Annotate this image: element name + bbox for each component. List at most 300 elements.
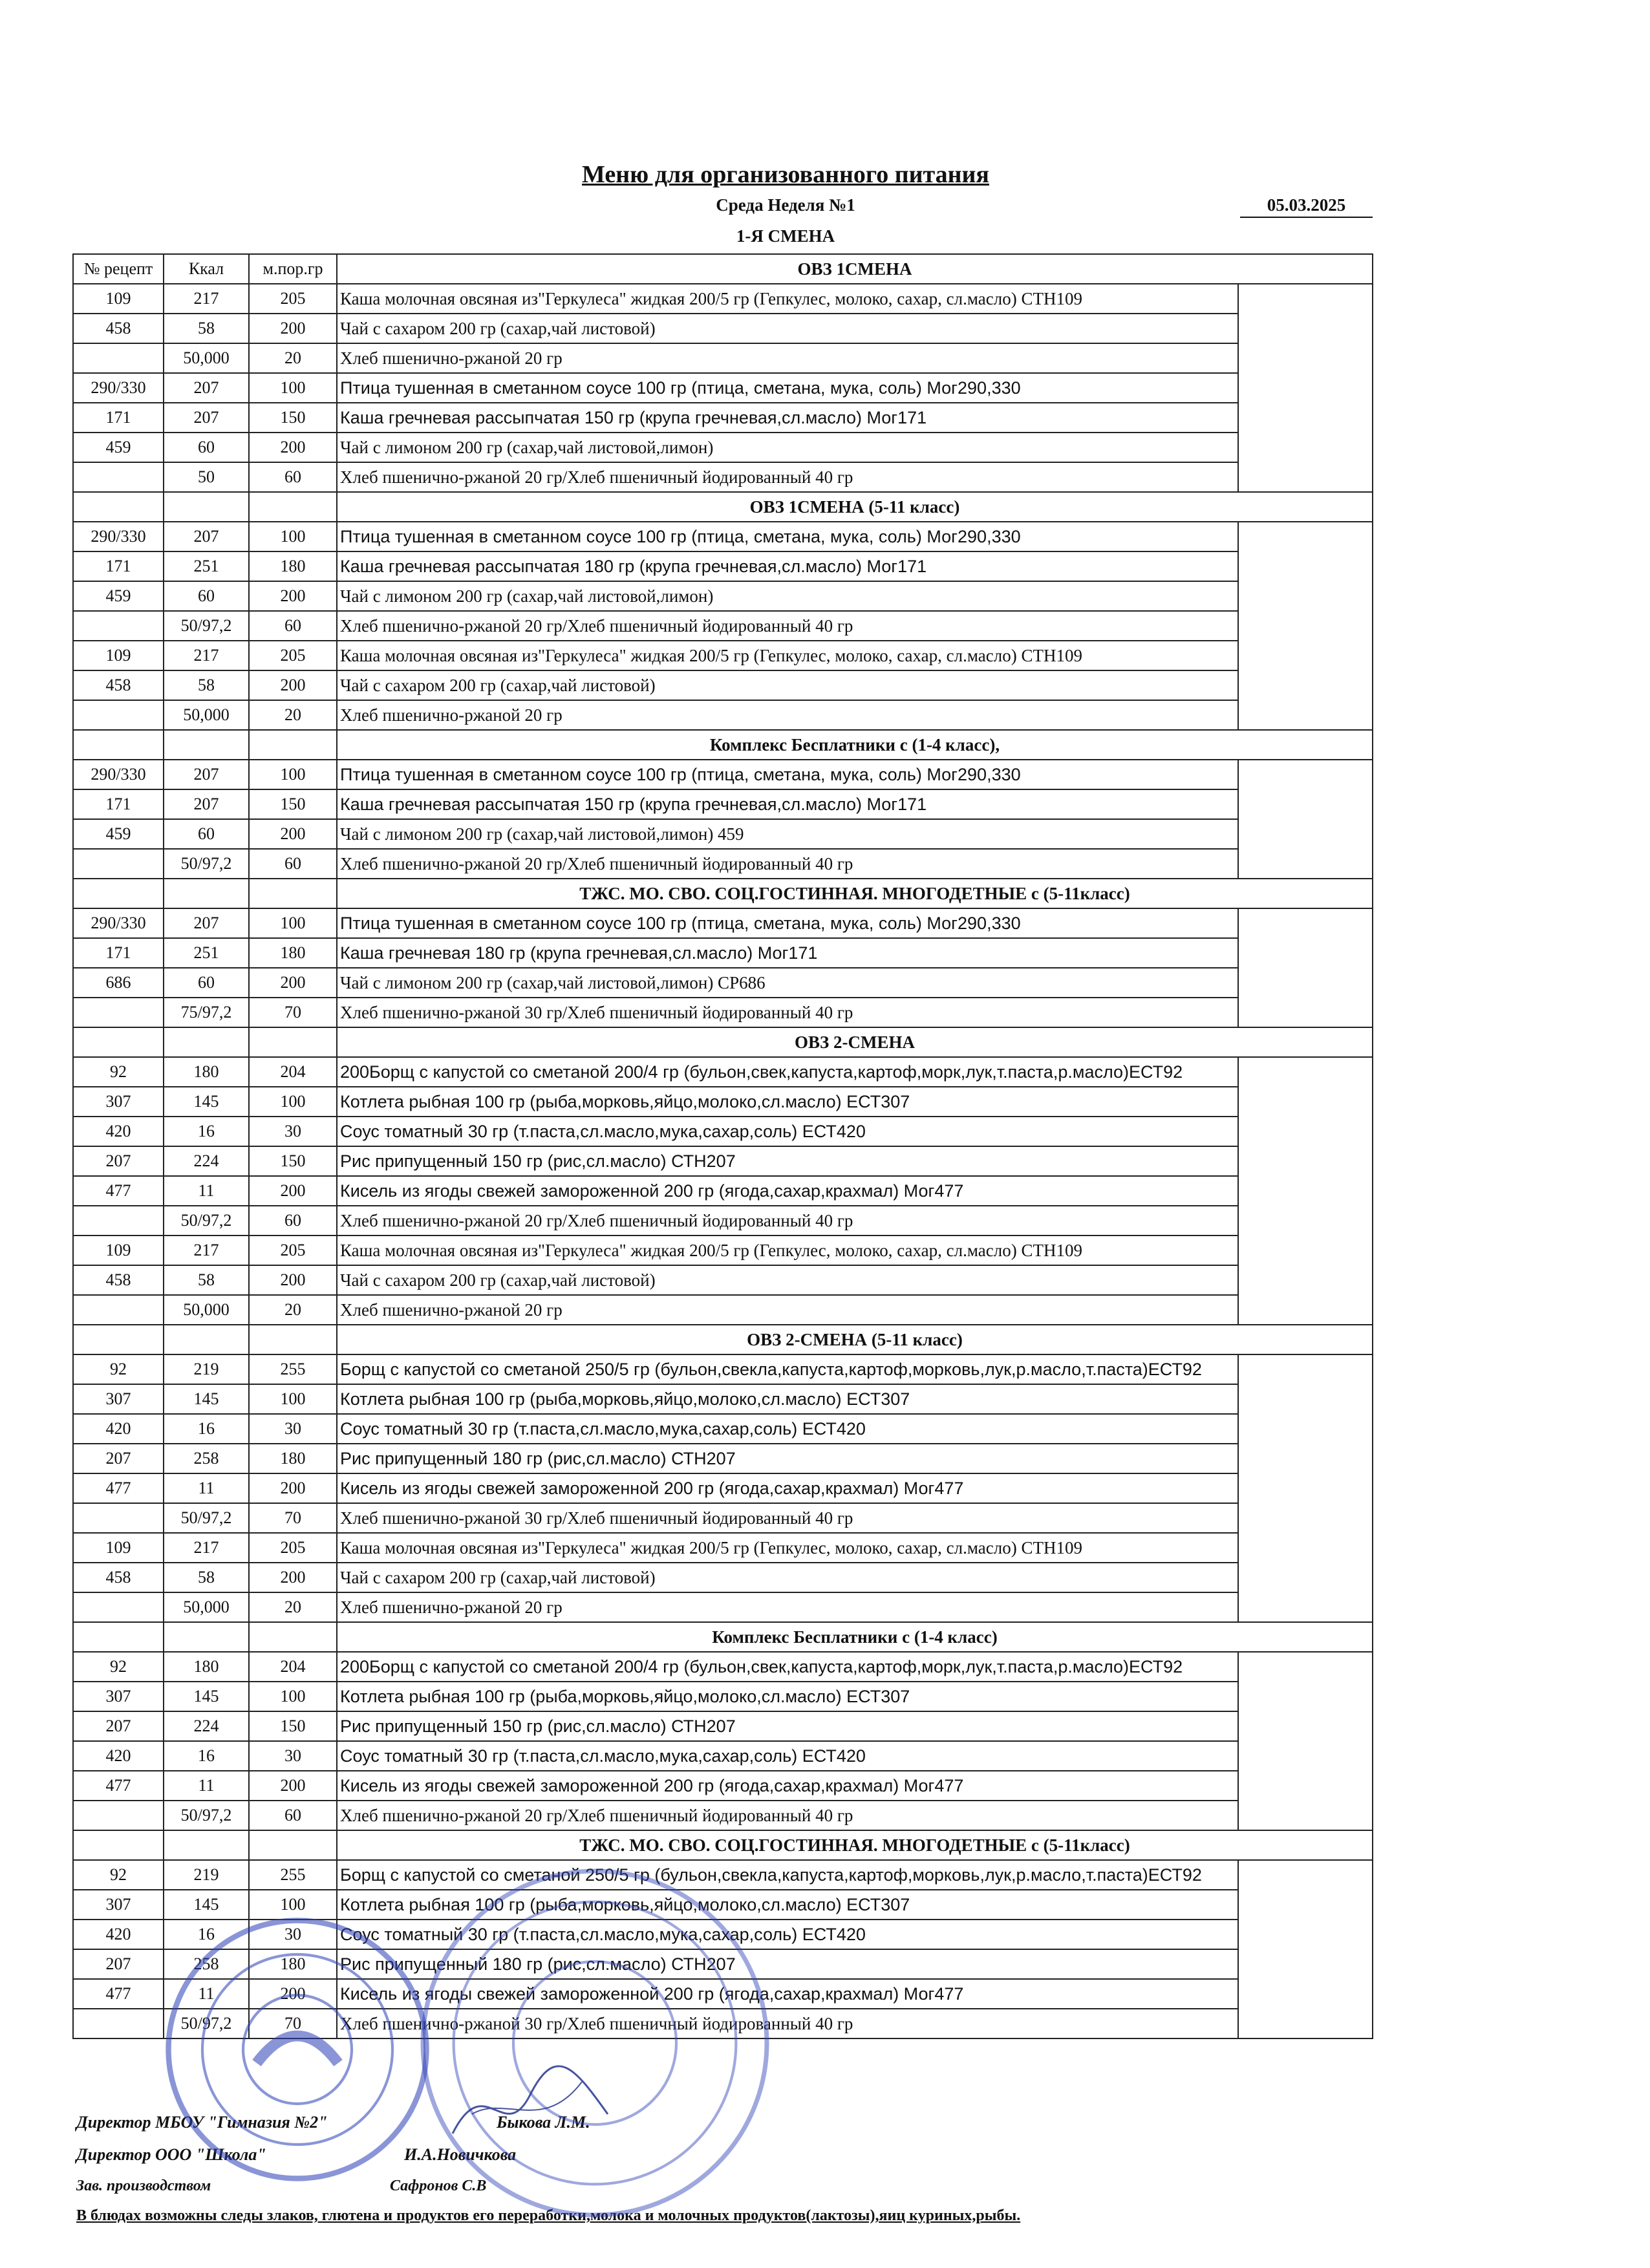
table-row xyxy=(73,1444,1373,1473)
dish-cell: Хлеб пшенично-ржаной 30 гр/Хлеб пшеничный йодированный 40 гр xyxy=(337,998,1238,1027)
school-stamp xyxy=(414,1862,776,2224)
recipe-cell xyxy=(73,1206,164,1236)
portion-cell: 204 xyxy=(249,1652,337,1682)
notes-cell xyxy=(1238,1592,1373,1622)
dish-cell: Кисель из ягоды свежей замороженной 200 гр (ягода,сахар,крахмал) Мог477 xyxy=(337,1473,1238,1503)
recipe-cell: 307 xyxy=(73,1890,164,1920)
empty-cell xyxy=(73,1027,164,1057)
dish-cell: Котлета рыбная 100 гр (рыба,морковь,яйцо,молоко,сл.масло) ЕСТ307 xyxy=(337,1384,1238,1414)
kcal-cell: 50,000 xyxy=(164,700,249,730)
portion-cell: 200 xyxy=(249,819,337,849)
table-row xyxy=(73,1592,1373,1622)
portion-cell: 20 xyxy=(249,343,337,373)
dish-cell: Кисель из ягоды свежей замороженной 200 гр (ягода,сахар,крахмал) Мог477 xyxy=(337,1771,1238,1801)
dish-cell: Хлеб пшенично-ржаной 20 гр/Хлеб пшеничный йодированный 40 гр xyxy=(337,611,1238,641)
recipe-cell xyxy=(73,849,164,879)
dish-cell: Каша гречневая рассыпчатая 150 гр (крупа гречневая,сл.масло) Мог171 xyxy=(337,403,1238,433)
notes-cell xyxy=(1238,581,1373,611)
portion-cell: 70 xyxy=(249,2009,337,2038)
portion-cell: 200 xyxy=(249,1771,337,1801)
dish-cell: Чай с лимоном 200 гр (сахар,чай листовой,лимон) СР686 xyxy=(337,968,1238,998)
signature-name: И.А.Новичкова xyxy=(404,2145,517,2164)
kcal-cell: 16 xyxy=(164,1741,249,1771)
portion-cell: 100 xyxy=(249,373,337,403)
portion-cell: 200 xyxy=(249,581,337,611)
kcal-cell: 258 xyxy=(164,1444,249,1473)
dish-cell: Рис припущенный 180 гр (рис,сл.масло) СТН207 xyxy=(337,1444,1238,1473)
portion-cell: 100 xyxy=(249,908,337,938)
table-row xyxy=(73,998,1373,1027)
recipe-cell xyxy=(73,2009,164,2038)
notes-cell xyxy=(1238,1860,1373,1890)
notes-cell xyxy=(1238,1473,1373,1503)
recipe-cell: 477 xyxy=(73,1473,164,1503)
notes-cell xyxy=(1238,373,1373,403)
kcal-cell: 11 xyxy=(164,1771,249,1801)
notes-cell xyxy=(1238,462,1373,492)
table-row xyxy=(73,1563,1373,1592)
table-row xyxy=(73,1236,1373,1265)
dish-cell: Птица тушенная в сметанном соусе 100 гр (птица, сметана, мука, соль) Мог290,330 xyxy=(337,522,1238,551)
recipe-cell: 171 xyxy=(73,938,164,968)
kcal-cell: 217 xyxy=(164,1533,249,1563)
dish-cell: Кисель из ягоды свежей замороженной 200 гр (ягода,сахар,крахмал) Мог477 xyxy=(337,1979,1238,2009)
recipe-cell: 458 xyxy=(73,1265,164,1295)
shift-label: 1-Я СМЕНА xyxy=(736,226,835,246)
company-stamp xyxy=(162,1914,433,2185)
table-row xyxy=(73,581,1373,611)
notes-cell xyxy=(1238,1117,1373,1146)
portion-cell: 100 xyxy=(249,1890,337,1920)
dish-cell: Хлеб пшенично-ржаной 20 гр xyxy=(337,1592,1238,1622)
table-row xyxy=(73,433,1373,462)
empty-cell xyxy=(249,879,337,908)
empty-cell xyxy=(164,730,249,760)
notes-cell xyxy=(1238,1533,1373,1563)
dish-cell: Каша молочная овсяная из"Геркулеса" жидкая 200/5 гр (Гепкулес, молоко, сахар, сл.масло) СТН109 xyxy=(337,1236,1238,1265)
dish-cell: Каша гречневая 180 гр (крупа гречневая,сл.масло) Мог171 xyxy=(337,938,1238,968)
dish-cell: Соус томатный 30 гр (т.паста,сл.масло,мука,сахар,соль) ЕСТ420 xyxy=(337,1741,1238,1771)
portion-cell: 30 xyxy=(249,1741,337,1771)
menu-date: 05.03.2025 xyxy=(1240,195,1373,218)
portion-cell: 150 xyxy=(249,1146,337,1176)
kcal-cell: 224 xyxy=(164,1146,249,1176)
portion-cell: 205 xyxy=(249,1236,337,1265)
notes-cell xyxy=(1238,343,1373,373)
portion-cell: 30 xyxy=(249,1920,337,1949)
notes-cell xyxy=(1238,403,1373,433)
section-row xyxy=(73,1830,1373,1860)
table-row xyxy=(73,314,1373,343)
recipe-cell: 92 xyxy=(73,1860,164,1890)
portion-cell: 180 xyxy=(249,1949,337,1979)
portion-cell: 200 xyxy=(249,1563,337,1592)
table-row xyxy=(73,1384,1373,1414)
table-row xyxy=(73,849,1373,879)
notes-cell xyxy=(1238,1711,1373,1741)
recipe-cell: 109 xyxy=(73,284,164,314)
kcal-cell: 217 xyxy=(164,641,249,670)
portion-cell: 204 xyxy=(249,1057,337,1087)
table-row xyxy=(73,760,1373,789)
kcal-cell: 58 xyxy=(164,1265,249,1295)
dish-cell: Рис припущенный 150 гр (рис,сл.масло) СТН207 xyxy=(337,1146,1238,1176)
notes-cell xyxy=(1238,1652,1373,1682)
portion-cell: 180 xyxy=(249,551,337,581)
section-header: ОВЗ 2-СМЕНА (5-11 класс) xyxy=(337,1325,1373,1354)
table-row xyxy=(73,373,1373,403)
empty-cell xyxy=(164,492,249,522)
notes-cell xyxy=(1238,1563,1373,1592)
table-row xyxy=(73,1146,1373,1176)
recipe-cell: 171 xyxy=(73,789,164,819)
recipe-cell xyxy=(73,998,164,1027)
kcal-cell: 75/97,2 xyxy=(164,998,249,1027)
dish-cell: Хлеб пшенично-ржаной 20 гр xyxy=(337,1295,1238,1325)
table-row xyxy=(73,789,1373,819)
col-header-portion: м.пор.гр xyxy=(249,254,337,284)
recipe-cell: 92 xyxy=(73,1354,164,1384)
recipe-cell: 477 xyxy=(73,1176,164,1206)
table-row xyxy=(73,1711,1373,1741)
recipe-cell: 477 xyxy=(73,1771,164,1801)
kcal-cell: 60 xyxy=(164,433,249,462)
empty-cell xyxy=(164,879,249,908)
table-row xyxy=(73,1652,1373,1682)
section-header: ОВЗ 1СМЕНА xyxy=(337,254,1373,284)
recipe-cell: 307 xyxy=(73,1384,164,1414)
dish-cell: Птица тушенная в сметанном соусе 100 гр (птица, сметана, мука, соль) Мог290,330 xyxy=(337,908,1238,938)
dish-cell: Соус томатный 30 гр (т.паста,сл.масло,мука,сахар,соль) ЕСТ420 xyxy=(337,1117,1238,1146)
table-row xyxy=(73,522,1373,551)
recipe-cell: 109 xyxy=(73,1236,164,1265)
kcal-cell: 58 xyxy=(164,314,249,343)
recipe-cell: 458 xyxy=(73,314,164,343)
recipe-cell: 458 xyxy=(73,1563,164,1592)
section-row xyxy=(73,1325,1373,1354)
portion-cell: 200 xyxy=(249,968,337,998)
dish-cell: Каша молочная овсяная из"Геркулеса" жидкая 200/5 гр (Гепкулес, молоко, сахар, сл.масло) СТН109 xyxy=(337,1533,1238,1563)
empty-cell xyxy=(73,730,164,760)
notes-cell xyxy=(1238,284,1373,314)
notes-cell xyxy=(1238,968,1373,998)
dish-cell: Борщ с капустой со сметаной 250/5 гр (бульон,свекла,капуста,картоф,морковь,лук,р.масло,т.паста)ЕСТ92 xyxy=(337,1860,1238,1890)
recipe-cell: 207 xyxy=(73,1444,164,1473)
dish-cell: Котлета рыбная 100 гр (рыба,морковь,яйцо,молоко,сл.масло) ЕСТ307 xyxy=(337,1890,1238,1920)
dish-cell: Хлеб пшенично-ржаной 20 гр/Хлеб пшеничный йодированный 40 гр xyxy=(337,462,1238,492)
kcal-cell: 60 xyxy=(164,581,249,611)
signature-role: Зав. производством xyxy=(76,2177,211,2194)
col-header-recipe: № рецепт xyxy=(73,254,164,284)
table-row xyxy=(73,343,1373,373)
empty-cell xyxy=(249,1622,337,1652)
kcal-cell: 50/97,2 xyxy=(164,1801,249,1830)
portion-cell: 200 xyxy=(249,1265,337,1295)
recipe-cell: 171 xyxy=(73,403,164,433)
portion-cell: 70 xyxy=(249,998,337,1027)
kcal-cell: 145 xyxy=(164,1890,249,1920)
kcal-cell: 258 xyxy=(164,1949,249,1979)
recipe-cell: 459 xyxy=(73,819,164,849)
section-row xyxy=(73,492,1373,522)
table-row xyxy=(73,1414,1373,1444)
dish-cell: Котлета рыбная 100 гр (рыба,морковь,яйцо,молоко,сл.масло) ЕСТ307 xyxy=(337,1682,1238,1711)
portion-cell: 150 xyxy=(249,403,337,433)
recipe-cell: 458 xyxy=(73,670,164,700)
portion-cell: 100 xyxy=(249,1087,337,1117)
table-row xyxy=(73,1354,1373,1384)
kcal-cell: 217 xyxy=(164,1236,249,1265)
portion-cell: 60 xyxy=(249,462,337,492)
section-row xyxy=(73,1622,1373,1652)
dish-cell: 200Борщ с капустой со сметаной 200/4 гр (бульон,свек,капуста,картоф,морк,лук,т.паста,р.масло)ЕСТ92 xyxy=(337,1057,1238,1087)
table-row xyxy=(73,1295,1373,1325)
kcal-cell: 180 xyxy=(164,1057,249,1087)
recipe-cell: 420 xyxy=(73,1920,164,1949)
notes-cell xyxy=(1238,998,1373,1027)
notes-cell xyxy=(1238,1295,1373,1325)
portion-cell: 255 xyxy=(249,1860,337,1890)
table-row xyxy=(73,1801,1373,1830)
kcal-cell: 50/97,2 xyxy=(164,849,249,879)
portion-cell: 180 xyxy=(249,1444,337,1473)
dish-cell: Чай с сахаром 200 гр (сахар,чай листовой) xyxy=(337,1563,1238,1592)
notes-cell xyxy=(1238,641,1373,670)
empty-cell xyxy=(73,492,164,522)
dish-cell: Котлета рыбная 100 гр (рыба,морковь,яйцо,молоко,сл.масло) ЕСТ307 xyxy=(337,1087,1238,1117)
dish-cell: Хлеб пшенично-ржаной 20 гр xyxy=(337,700,1238,730)
table-row xyxy=(73,1117,1373,1146)
portion-cell: 200 xyxy=(249,1176,337,1206)
dish-cell: Хлеб пшенично-ржаной 20 гр/Хлеб пшеничный йодированный 40 гр xyxy=(337,1801,1238,1830)
recipe-cell: 171 xyxy=(73,551,164,581)
portion-cell: 150 xyxy=(249,1711,337,1741)
section-header: Комплекс Бесплатники с (1-4 класс), xyxy=(337,730,1373,760)
kcal-cell: 219 xyxy=(164,1354,249,1384)
kcal-cell: 16 xyxy=(164,1414,249,1444)
handwritten-signature xyxy=(446,2056,614,2153)
dish-cell: Чай с сахаром 200 гр (сахар,чай листовой) xyxy=(337,1265,1238,1295)
kcal-cell: 50/97,2 xyxy=(164,1503,249,1533)
dish-cell: Кисель из ягоды свежей замороженной 200 гр (ягода,сахар,крахмал) Мог477 xyxy=(337,1176,1238,1206)
table-header-row xyxy=(73,254,1373,284)
dish-cell: Хлеб пшенично-ржаной 20 гр/Хлеб пшеничный йодированный 40 гр xyxy=(337,849,1238,879)
table-row xyxy=(73,1206,1373,1236)
notes-cell xyxy=(1238,1503,1373,1533)
kcal-cell: 16 xyxy=(164,1117,249,1146)
dish-cell: Каша гречневая рассыпчатая 180 гр (крупа гречневая,сл.масло) Мог171 xyxy=(337,551,1238,581)
notes-cell xyxy=(1238,1236,1373,1265)
table-row xyxy=(73,1771,1373,1801)
recipe-cell xyxy=(73,1801,164,1830)
notes-cell xyxy=(1238,1771,1373,1801)
empty-cell xyxy=(73,1325,164,1354)
table-row xyxy=(73,284,1373,314)
table-row xyxy=(73,1176,1373,1206)
notes-cell xyxy=(1238,1265,1373,1295)
recipe-cell xyxy=(73,462,164,492)
kcal-cell: 11 xyxy=(164,1979,249,2009)
kcal-cell: 207 xyxy=(164,373,249,403)
portion-cell: 200 xyxy=(249,433,337,462)
menu-table xyxy=(72,253,1373,2039)
portion-cell: 20 xyxy=(249,1592,337,1622)
dish-cell: Чай с лимоном 200 гр (сахар,чай листовой,лимон) xyxy=(337,433,1238,462)
dish-cell: Птица тушенная в сметанном соусе 100 гр (птица, сметана, мука, соль) Мог290,330 xyxy=(337,373,1238,403)
recipe-cell: 109 xyxy=(73,1533,164,1563)
notes-cell xyxy=(1238,1354,1373,1384)
notes-cell xyxy=(1238,1920,1373,1949)
kcal-cell: 58 xyxy=(164,1563,249,1592)
recipe-cell: 109 xyxy=(73,641,164,670)
table-row xyxy=(73,1087,1373,1117)
table-row xyxy=(73,968,1373,998)
dish-cell: Хлеб пшенично-ржаной 20 гр xyxy=(337,343,1238,373)
portion-cell: 60 xyxy=(249,611,337,641)
dish-cell: Хлеб пшенично-ржаной 30 гр/Хлеб пшеничный йодированный 40 гр xyxy=(337,1503,1238,1533)
recipe-cell: 459 xyxy=(73,581,164,611)
recipe-cell: 420 xyxy=(73,1414,164,1444)
notes-cell xyxy=(1238,551,1373,581)
table-row xyxy=(73,611,1373,641)
recipe-cell xyxy=(73,1503,164,1533)
section-row xyxy=(73,1027,1373,1057)
section-row xyxy=(73,879,1373,908)
portion-cell: 205 xyxy=(249,284,337,314)
notes-cell xyxy=(1238,522,1373,551)
dish-cell: Рис припущенный 150 гр (рис,сл.масло) СТН207 xyxy=(337,1711,1238,1741)
signature-role: Директор МБОУ "Гимназия №2" xyxy=(76,2113,328,2132)
table-row xyxy=(73,462,1373,492)
portion-cell: 60 xyxy=(249,1206,337,1236)
table-row xyxy=(73,700,1373,730)
kcal-cell: 145 xyxy=(164,1087,249,1117)
portion-cell: 180 xyxy=(249,938,337,968)
recipe-cell: 420 xyxy=(73,1117,164,1146)
section-header: ТЖС. МО. СВО. СОЦ.ГОСТИННАЯ. МНОГОДЕТНЫЕ с (5-11класс) xyxy=(337,1830,1373,1860)
table-row xyxy=(73,1057,1373,1087)
recipe-cell: 290/330 xyxy=(73,522,164,551)
recipe-cell xyxy=(73,611,164,641)
section-row xyxy=(73,730,1373,760)
dish-cell: Хлеб пшенично-ржаной 20 гр/Хлеб пшеничный йодированный 40 гр xyxy=(337,1206,1238,1236)
empty-cell xyxy=(164,1622,249,1652)
recipe-cell: 686 xyxy=(73,968,164,998)
recipe-cell: 290/330 xyxy=(73,908,164,938)
portion-cell: 150 xyxy=(249,789,337,819)
notes-cell xyxy=(1238,849,1373,879)
kcal-cell: 50,000 xyxy=(164,1592,249,1622)
kcal-cell: 180 xyxy=(164,1652,249,1682)
recipe-cell xyxy=(73,343,164,373)
notes-cell xyxy=(1238,433,1373,462)
recipe-cell: 459 xyxy=(73,433,164,462)
table-row xyxy=(73,641,1373,670)
table-row xyxy=(73,551,1373,581)
portion-cell: 60 xyxy=(249,849,337,879)
kcal-cell: 145 xyxy=(164,1384,249,1414)
notes-cell xyxy=(1238,670,1373,700)
notes-cell xyxy=(1238,1176,1373,1206)
notes-cell xyxy=(1238,2009,1373,2038)
notes-cell xyxy=(1238,1801,1373,1830)
recipe-cell: 307 xyxy=(73,1682,164,1711)
empty-cell xyxy=(73,1830,164,1860)
recipe-cell xyxy=(73,1592,164,1622)
recipe-cell: 290/330 xyxy=(73,760,164,789)
portion-cell: 100 xyxy=(249,1384,337,1414)
kcal-cell: 60 xyxy=(164,819,249,849)
document-title: Меню для организованного питания xyxy=(582,161,989,188)
dish-cell: Хлеб пшенично-ржаной 30 гр/Хлеб пшеничный йодированный 40 гр xyxy=(337,2009,1238,2038)
empty-cell xyxy=(73,879,164,908)
signature-role: Директор ООО "Школа" xyxy=(76,2145,266,2164)
empty-cell xyxy=(249,1027,337,1057)
portion-cell: 30 xyxy=(249,1117,337,1146)
dish-cell: Соус томатный 30 гр (т.паста,сл.масло,мука,сахар,соль) ЕСТ420 xyxy=(337,1920,1238,1949)
dish-cell: Каша молочная овсяная из"Геркулеса" жидкая 200/5 гр (Гепкулес, молоко, сахар, сл.масло) СТН109 xyxy=(337,284,1238,314)
table-row xyxy=(73,1741,1373,1771)
kcal-cell: 60 xyxy=(164,968,249,998)
dish-cell: Чай с сахаром 200 гр (сахар,чай листовой) xyxy=(337,670,1238,700)
portion-cell: 200 xyxy=(249,314,337,343)
notes-cell xyxy=(1238,1444,1373,1473)
kcal-cell: 251 xyxy=(164,938,249,968)
table-row xyxy=(73,938,1373,968)
section-header: ОВЗ 2-СМЕНА xyxy=(337,1027,1373,1057)
kcal-cell: 219 xyxy=(164,1860,249,1890)
table-row xyxy=(73,670,1373,700)
kcal-cell: 16 xyxy=(164,1920,249,1949)
portion-cell: 60 xyxy=(249,1801,337,1830)
portion-cell: 30 xyxy=(249,1414,337,1444)
section-header: ТЖС. МО. СВО. СОЦ.ГОСТИННАЯ. МНОГОДЕТНЫЕ с (5-11класс) xyxy=(337,879,1373,908)
empty-cell xyxy=(164,1830,249,1860)
notes-cell xyxy=(1238,314,1373,343)
dish-cell: Каша молочная овсяная из"Геркулеса" жидкая 200/5 гр (Гепкулес, молоко, сахар, сл.масло) СТН109 xyxy=(337,641,1238,670)
table-row xyxy=(73,1265,1373,1295)
recipe-cell xyxy=(73,1295,164,1325)
notes-cell xyxy=(1238,1979,1373,2009)
recipe-cell: 207 xyxy=(73,1146,164,1176)
portion-cell: 205 xyxy=(249,1533,337,1563)
notes-cell xyxy=(1238,789,1373,819)
day-week-label: Среда Неделя №1 xyxy=(716,195,855,215)
notes-cell xyxy=(1238,1146,1373,1176)
empty-cell xyxy=(249,1325,337,1354)
kcal-cell: 207 xyxy=(164,908,249,938)
notes-cell xyxy=(1238,1741,1373,1771)
kcal-cell: 207 xyxy=(164,522,249,551)
recipe-cell: 92 xyxy=(73,1652,164,1682)
kcal-cell: 58 xyxy=(164,670,249,700)
notes-cell xyxy=(1238,611,1373,641)
portion-cell: 20 xyxy=(249,1295,337,1325)
kcal-cell: 251 xyxy=(164,551,249,581)
notes-cell xyxy=(1238,938,1373,968)
kcal-cell: 224 xyxy=(164,1711,249,1741)
table-row xyxy=(73,1503,1373,1533)
notes-cell xyxy=(1238,1890,1373,1920)
portion-cell: 200 xyxy=(249,670,337,700)
portion-cell: 255 xyxy=(249,1354,337,1384)
allergen-note: В блюдах возможны следы злаков, глютена и продуктов его переработки,молока и молочных продуктов(лактозы),яиц куриных,рыбы. xyxy=(76,2207,1021,2224)
notes-cell xyxy=(1238,819,1373,849)
recipe-cell: 207 xyxy=(73,1949,164,1979)
recipe-cell: 92 xyxy=(73,1057,164,1087)
dish-cell: 200Борщ с капустой со сметаной 200/4 гр (бульон,свек,капуста,картоф,морк,лук,т.паста,р.масло)ЕСТ92 xyxy=(337,1652,1238,1682)
portion-cell: 70 xyxy=(249,1503,337,1533)
